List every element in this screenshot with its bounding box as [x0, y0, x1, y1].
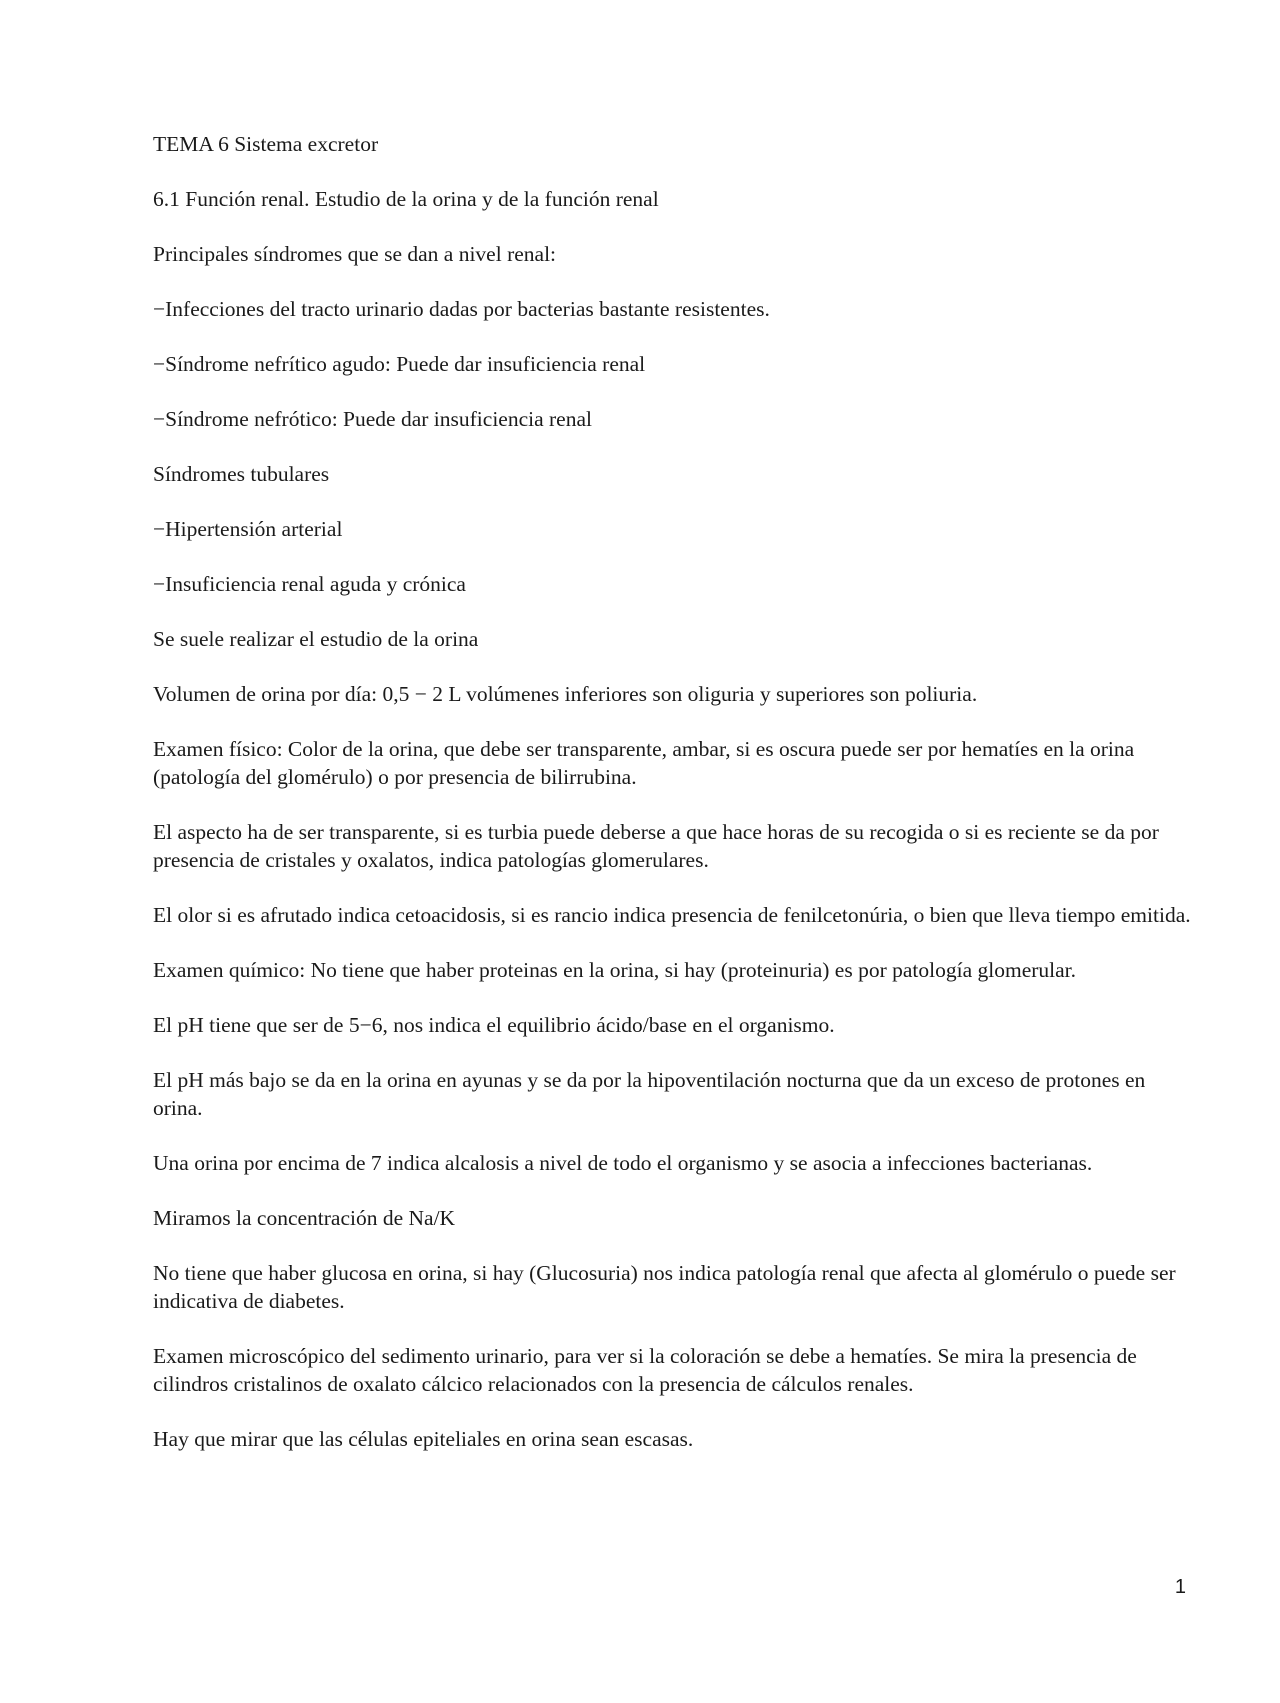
- paragraph: El pH tiene que ser de 5−6, nos indica el equilibrio ácido/base en el organismo.: [153, 1013, 835, 1037]
- paragraph: Hay que mirar que las células epiteliales en orina sean escasas.: [153, 1427, 694, 1451]
- paragraph: El olor si es afrutado indica cetoacidosis, si es rancio indica presencia de fenilcetonúria, o bien que lleva tiempo emitida.: [153, 903, 1191, 927]
- paragraph: No tiene que haber glucosa en orina, si hay (Glucosuria) nos indica patología renal que afecta al glomérulo o puede ser indicativa de diabetes.: [153, 1261, 1176, 1313]
- paragraph: Se suele realizar el estudio de la orina: [153, 627, 479, 651]
- list-item: −Síndrome nefrítico agudo: Puede dar insuficiencia renal: [153, 352, 646, 376]
- list-item: −Hipertensión arterial: [153, 517, 343, 541]
- page-number: 1: [1174, 1576, 1186, 1598]
- list-item: −Infecciones del tracto urinario dadas por bacterias bastante resistentes.: [153, 297, 770, 321]
- paragraph: Principales síndromes que se dan a nivel renal:: [153, 242, 557, 266]
- list-item: −Insuficiencia renal aguda y crónica: [153, 572, 466, 596]
- section-heading: 6.1 Función renal. Estudio de la orina y de la función renal: [153, 187, 659, 211]
- paragraph: Examen físico: Color de la orina, que debe ser transparente, ambar, si es oscura puede ser por hematíes en la orina (patología del glomérulo) o por presencia de bilirrubina.: [153, 737, 1135, 789]
- paragraph: Volumen de orina por día: 0,5 − 2 L volúmenes inferiores son oliguria y superiores son poliuria.: [153, 682, 978, 706]
- paragraph: El aspecto ha de ser transparente, si es turbia puede deberse a que hace horas de su recogida o si es reciente se da por presencia de cristales y oxalatos, indica patologías glomerulares.: [153, 820, 1159, 872]
- paragraph: El pH más bajo se da en la orina en ayunas y se da por la hipoventilación nocturna que da un exceso de protones en orina.: [153, 1068, 1146, 1120]
- paragraph: Miramos la concentración de Na/K: [153, 1206, 456, 1230]
- paragraph: Examen microscópico del sedimento urinario, para ver si la coloración se debe a hematíes. Se mira la presencia de cilindros cristalinos de oxalato cálcico relacionados con la presencia de cálculos renales.: [153, 1344, 1137, 1396]
- paragraph: Examen químico: No tiene que haber proteinas en la orina, si hay (proteinuria) es por patología glomerular.: [153, 958, 1077, 982]
- document-title: TEMA 6 Sistema excretor: [153, 132, 379, 156]
- paragraph: Síndromes tubulares: [153, 462, 330, 486]
- list-item: −Síndrome nefrótico: Puede dar insuficiencia renal: [153, 407, 592, 431]
- document-page: [153, 130, 1193, 1480]
- paragraph: Una orina por encima de 7 indica alcalosis a nivel de todo el organismo y se asocia a infecciones bacterianas.: [153, 1151, 1093, 1175]
